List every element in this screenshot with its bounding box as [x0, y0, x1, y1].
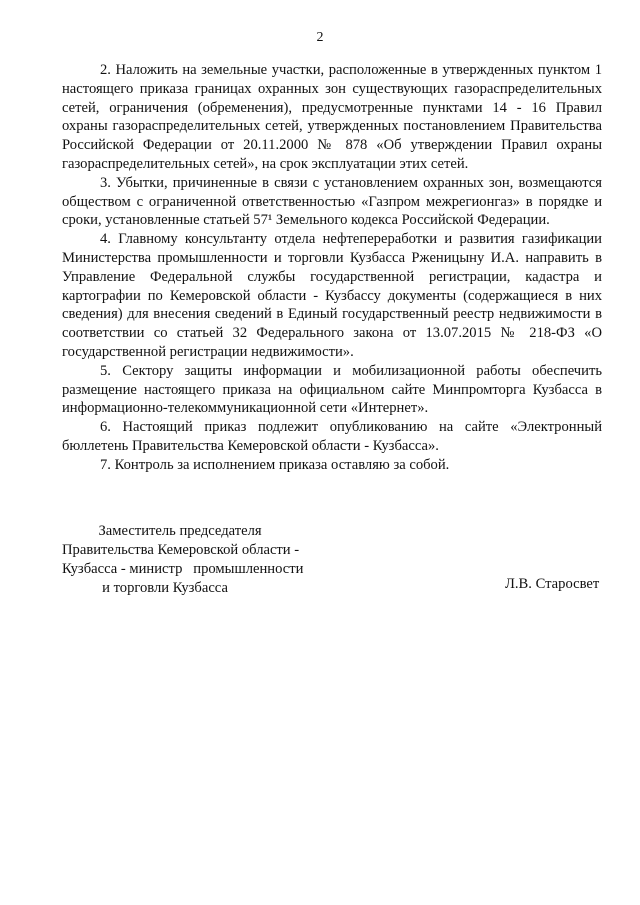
signature-title-line: Заместитель председателя	[62, 523, 262, 539]
signature-title-line: и торговли Кузбасса	[62, 580, 228, 596]
page-number: 2	[316, 30, 324, 45]
signatory-name: Л.В. Старосвет	[505, 576, 600, 592]
paragraph-3: 3. Убытки, причиненные в связи с установлением охранных зон, возмещаются обществом с ограниченной ответственностью «Газпром межрегионгаз» в порядке и сроки, установленные статьей 57¹ Земельного кодекса Российской Федерации.	[62, 174, 602, 229]
document-body	[62, 61, 602, 475]
paragraph-7: 7. Контроль за исполнением приказа оставляю за собой.	[100, 456, 450, 473]
signature-title-line: Правительства Кемеровской области -	[62, 542, 300, 558]
paragraph-5: 5. Сектору защиты информации и мобилизационной работы обеспечить размещение настоящего приказа на официальном сайте Минпромторга Кузбасса в информационно-телекоммуникационной сети «Интернет».	[62, 362, 602, 417]
paragraph-6: 6. Настоящий приказ подлежит опубликованию на сайте «Электронный бюллетень Правительства Кемеровской области - Кузбасса».	[62, 419, 602, 454]
signature-title-line: Кузбасса - министр промышленности	[62, 561, 304, 577]
signature-title	[62, 522, 303, 598]
paragraph-2: 2. Наложить на земельные участки, расположенные в утвержденных пунктом 1 настоящего приказа границах охранных зон существующих газораспределительных сетей, ограничения (обременения), предусмотренные пунктами 14 - 16 Правил охраны газораспределительных сетей, утвержденных постановлением Правительства Российской Федерации от 20.11.2000 № 878 «Об утверждении Правил охраны газораспределительных сетей», на срок эксплуатации этих сетей.	[62, 62, 602, 172]
paragraph-4: 4. Главному консультанту отдела нефтепереработки и развития газификации Министерства промышленности и торговли Кузбасса Рженицыну И.А. направить в Управление Федеральной службы государственной регистрации, кадастра и картографии по Кемеровской области - Кузбассу документы (содержащиеся в них сведения) для внесения сведений в Единый государственный реестр недвижимости в соответствии со статьей 32 Федерального закона от 13.07.2015 № 218-ФЗ «О государственной регистрации недвижимости».	[62, 231, 602, 360]
